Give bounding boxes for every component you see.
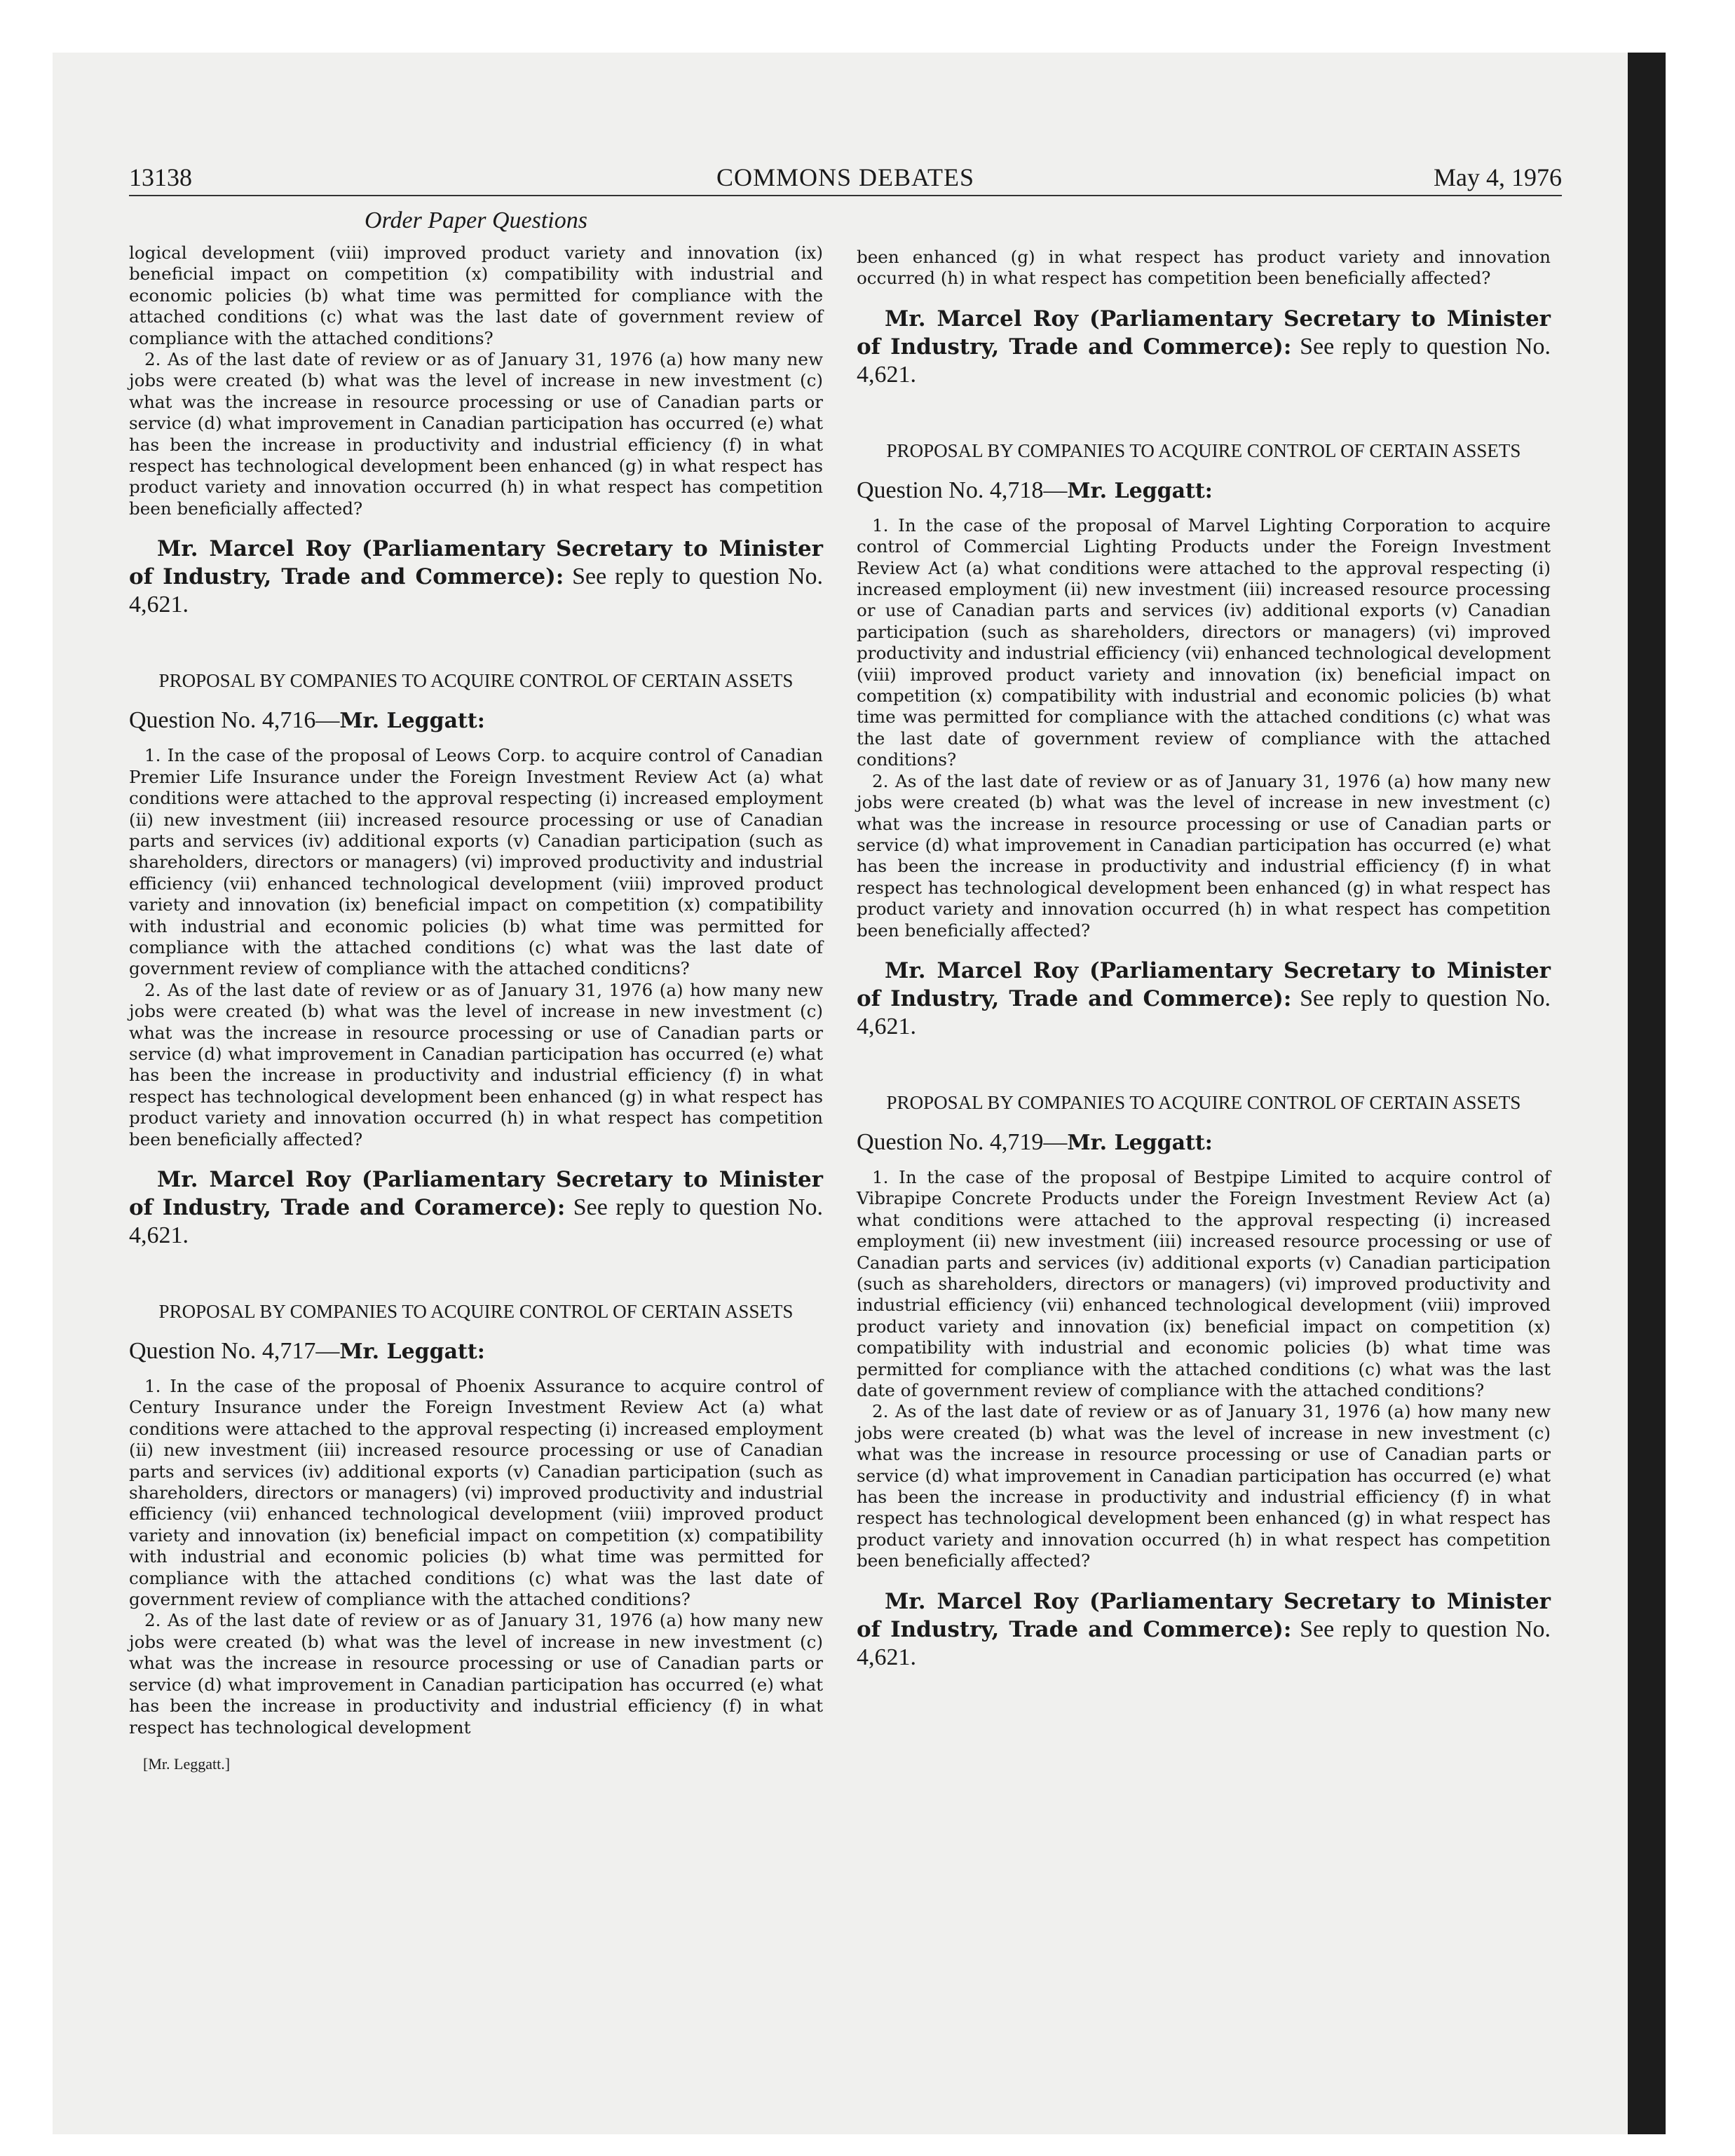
- question-part-2: 2. As of the last date of review or as of January 31, 1976 (a) how many new jobs were created (b) what was the level of increase in new investment (c) what was the increase in resource processing or use of Canadian parts or service (d) what improvement in Canadian participation has occurred (e) what has been the increase in productivity and industrial efficiency (f) in what respect has technological development been enhanced (g) in what respect has product variety and innovation occurred (h) in what respect has competition been beneficially affected?: [857, 770, 1551, 941]
- reply-speaker: Mr. Marcel Roy (Parliamentary Secretary to Minister of Industry, Trade and Commerce):: [857, 306, 1551, 360]
- question-part-2: 2. As of the last date of review or as of January 31, 1976 (a) how many new jobs were created (b) what was the level of increase in new investment (c) what was the increase in resource processing or use of Canadian parts or service (d) what improvement in Canadian participation has occurred (e) what has been the increase in productivity and industrial efficiency (f) in what respect has technological development: [129, 1610, 823, 1738]
- question-asker: Mr. Leggatt:: [1067, 478, 1213, 503]
- footer-attribution: [Mr. Leggatt.]: [143, 1754, 231, 1773]
- publication-title: COMMONS DEBATES: [716, 163, 975, 191]
- question-asker: Mr. Leggatt:: [339, 1339, 485, 1364]
- question-heading: [857, 1128, 1551, 1157]
- section-title: PROPOSAL BY COMPANIES TO ACQUIRE CONTROL OF CERTAIN ASSETS: [158, 670, 794, 692]
- reply-text: See reply to question No. 4,621.: [857, 1616, 1551, 1670]
- question-number: Question No. 4,717—: [129, 1338, 340, 1364]
- reply-speaker: Mr. Marcel Roy (Parliamentary Secretary to Minister of Industry, Trade and Commerce):: [857, 1588, 1551, 1642]
- question-number: Question No. 4,719—: [857, 1128, 1068, 1155]
- question-part-1: 1. In the case of the proposal of Marvel Lighting Corporation to acquire control of Commercial Lighting Products under the Foreign Investment Review Act (a) what conditions were attached to the approval respecting (i) increased employment (ii) new investment (iii) increased resource processing or use of Canadian parts and services (iv) additional exports (v) Canadian participation (such as shareholders, directors or managers) (vi) improved productivity and industrial efficiency (vii) enhanced technological development (viii) improved product variety and innovation (ix) beneficial impact on competition (x) compatibility with industrial and economic policies (b) what time was permitted for compliance with the attached conditions (c) what was the last date of government review of compliance with the attached conditions?: [857, 514, 1551, 770]
- question-number: Question No. 4,718—: [857, 477, 1068, 503]
- left-column: [129, 205, 823, 1773]
- reply-text: See reply to question No. 4,621.: [129, 564, 824, 618]
- reply-speaker: Mr. Marcel Roy (Parliamentary Secretary to Minister of Industry, Trade and Coramerce):: [129, 1167, 823, 1220]
- question-part-2: 2. As of the last date of review or as of January 31, 1976 (a) how many new jobs were created (b) what was the level of increase in new investment (c) what was the increase in resource processing or use of Canadian parts or service (d) what improvement in Canadian participation has occurred (e) what has been the increase in productivity and industrial efficiency (f) in what respect has technological development been enhanced (g) in what respect has product variety and innovation occurred (h) in what respect has competition been beneficially affected?: [129, 979, 823, 1149]
- section-title: PROPOSAL BY COMPANIES TO ACQUIRE CONTROL OF CERTAIN ASSETS: [886, 439, 1521, 461]
- question-asker: Mr. Leggatt:: [1067, 1130, 1213, 1155]
- continued-paragraph: logical development (viii) improved product variety and innovation (ix) beneficial impact on competition (x) compatibility with industrial and economic policies (b) what time was permitted for compliance with the attached conditions (c) what was the last date of government review of compliance with the attached conditions?: [129, 243, 823, 348]
- question-part-1: 1. In the case of the proposal of Phoenix Assurance to acquire control of Century Insurance under the Foreign Investment Review Act (a) what conditions were attached to the approval respecting (i) increased employment (ii) new investment (iii) increased resource processing or use of Canadian parts and services (iv) additional exports (v) Canadian participation (such as shareholders, directors or managers) (vi) improved productivity and industrial efficiency (vii) enhanced technological development (viii) improved product variety and innovation (ix) beneficial impact on competition (x) compatibility with industrial and economic policies (b) what time was permitted for compliance with the attached conditions (c) what was the last date of government review of compliance with the attached conditions?: [129, 1376, 823, 1610]
- section-title: PROPOSAL BY COMPANIES TO ACQUIRE CONTROL OF CERTAIN ASSETS: [158, 1301, 794, 1322]
- running-header: [129, 158, 1562, 196]
- question-asker: Mr. Leggatt:: [339, 709, 485, 734]
- question-number: Question No. 4,716—: [129, 707, 340, 734]
- reply-speaker: Mr. Marcel Roy (Parliamentary Secretary to Minister of Industry, Trade and Commerce):: [129, 536, 823, 590]
- reply: [857, 305, 1551, 388]
- reply-text: See reply to question No. 4,621.: [857, 333, 1551, 388]
- question-heading: [129, 707, 823, 735]
- continued-paragraph: been enhanced (g) in what respect has product variety and innovation occurred (h) in what respect has competition been beneficially affected?: [857, 247, 1551, 289]
- page-binding-edge: [1628, 53, 1666, 2134]
- question-part-1: 1. In the case of the proposal of Bestpipe Limited to acquire control of Vibrapipe Concrete Products under the Foreign Investment Review Act (a) what conditions were attached to the approval respecting (i) increased employment (ii) new investment (iii) increased resource processing or use of Canadian parts and services (iv) additional exports (v) Canadian participation (such as shareholders, directors or managers) (vi) improved productivity and industrial efficiency (vii) enhanced technological development (viii) improved product variety and innovation (ix) beneficial impact on competition (x) compatibility with industrial and economic policies (b) what time was permitted for compliance with the attached conditions (c) what was the last date of government review of compliance with the attached conditions?: [857, 1166, 1551, 1400]
- reply: [129, 1166, 823, 1249]
- reply-speaker: Mr. Marcel Roy (Parliamentary Secretary to Minister of Industry, Trade and Commerce):: [857, 957, 1551, 1011]
- question-part-1: 1. In the case of the proposal of Leows Corp. to acquire control of Canadian Premier Life Insurance under the Foreign Investment Review Act (a) what conditions were attached to the approval respecting (i) increased employment (ii) new investment (iii) increased resource processing or use of Canadian parts and services (iv) additional exports (v) Canadian participation (such as shareholders, directors or managers) (vi) improved productivity and industrial efficiency (vii) enhanced technological development (viii) improved product variety and innovation (ix) beneficial impact on competition (x) compatibility with industrial and economic policies (b) what time was permitted for compliance with the attached conditions (c) what was the last date of government review of compliance with the attached conditicns?: [129, 745, 823, 979]
- section-title: PROPOSAL BY COMPANIES TO ACQUIRE CONTROL OF CERTAIN ASSETS: [886, 1091, 1521, 1113]
- question-part-2: 2. As of the last date of review or as of January 31, 1976 (a) how many new jobs were created (b) what was the level of increase in new investment (c) what was the increase in resource processing or use of Canadian parts or service (d) what improvement in Canadian participation has occurred (e) what has been the increase in productivity and industrial efficiency (f) in what respect has technological development been enhanced (g) in what respect has product variety and innovation occurred (h) in what respect has competition been beneficially affected?: [129, 349, 823, 519]
- reply-text: See reply to question No. 4,621.: [129, 1194, 823, 1248]
- page-number: 13138: [129, 163, 192, 191]
- publication-date: May 4, 1976: [1434, 163, 1562, 191]
- reply-text: See reply to question No. 4,621.: [857, 985, 1551, 1039]
- reply: [857, 957, 1551, 1040]
- section-subheading: Order Paper Questions: [365, 207, 587, 233]
- question-heading: [129, 1337, 823, 1366]
- question-heading: [857, 477, 1551, 505]
- question-part-2: 2. As of the last date of review or as of January 31, 1976 (a) how many new jobs were created (b) what was the level of increase in new investment (c) what was the increase in resource processing or use of Canadian parts or service (d) what improvement in Canadian participation has occurred (e) what has been the increase in productivity and industrial efficiency (f) in what respect has technological development been enhanced (g) in what respect has product variety and innovation occurred (h) in what respect has competition been beneficially affected?: [857, 1401, 1551, 1571]
- reply: [129, 535, 823, 618]
- reply: [857, 1588, 1551, 1671]
- right-column: [857, 247, 1551, 1671]
